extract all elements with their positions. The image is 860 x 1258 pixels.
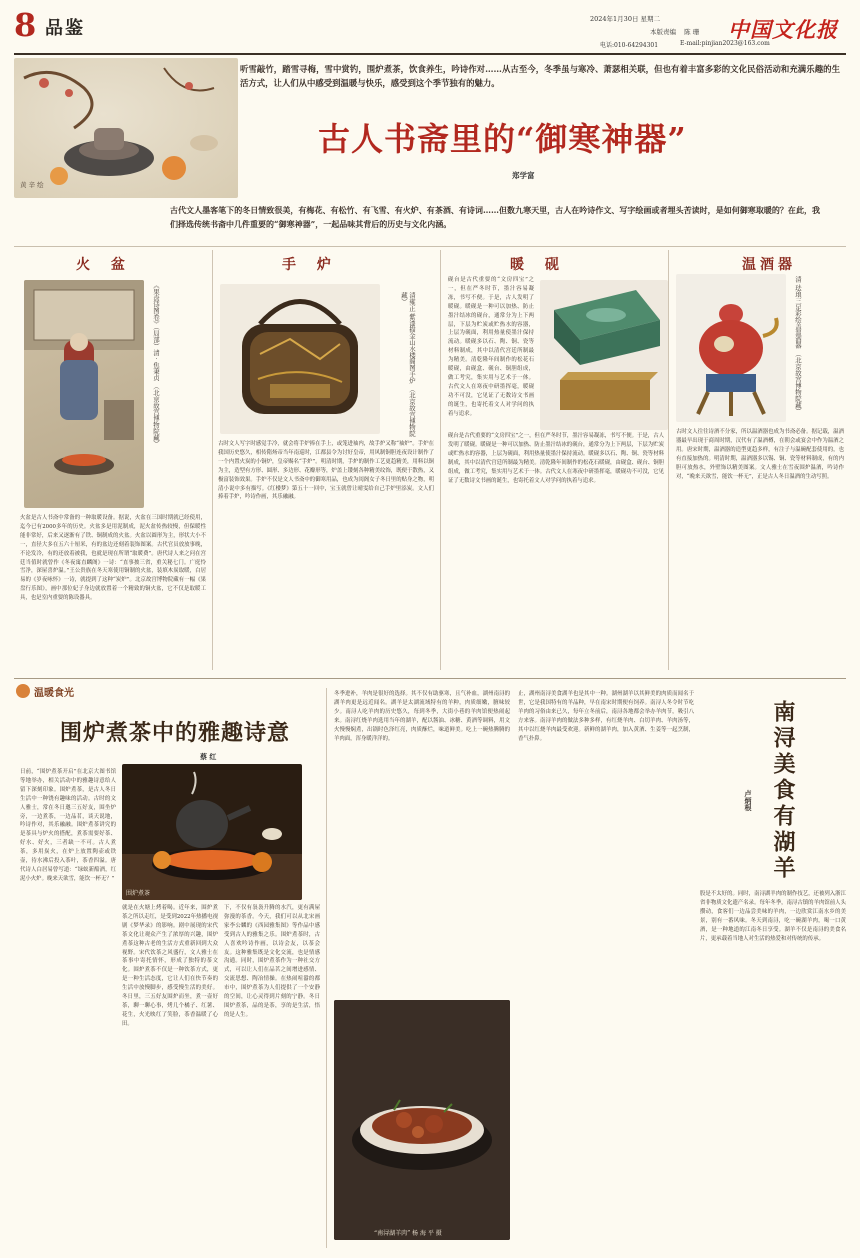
tea-article-col2: 就是在火塘上烤着喝。近年来，围炉煮茶之所以走红，是受到2022年热播电视剧《梦华录》的影响。剧中展现的宋代茶文化让观众产生了浓厚的兴趣，围炉煮茶这种古老的生活方式重新回到大众视野。宋代饮茶之风盛行，文人雅士在茶事中寄托情怀，形成了独特的茶文化。围炉煮茶不仅是一种饮茶方式，更是一种生活态度，它让人们在快节奏的生活中放慢脚步，感受慢生活的美好。冬日里，三五好友围炉而坐，煮一壶好茶，聊一聊心事，烤几个橘子、红薯、花生，火光映红了笑脸，茶香温暖了心田。 — [122, 905, 218, 1027]
col1-body: 火盆是古人书斋中常备的一种取暖设备。据说，火盆在三国时期就已经使用，迄今已有2000多年的历史。火盆多是用泥制成，泥火盆传热较慢，但保暖性能非常好，后来又逐渐有了铁、铜制成的火盆。火盆以圆形为主，形状大小不一，直径大多在五六十厘米，有的盆边还刻着装饰图案。古代官员放放事晚，不论发冷，有的还放着被我，也就是现在所谓“取暖费”。唐代诗人来之问在宫廷当值时就曾作《冬夜寓直麟阁》一诗：“直事披三省，重关秘七门。广庭怜雪净，深屋喜炉温。”王公贵族在冬天寒使用铜制的火盆，装填木炭取暖，白居易的《岁夜咏怀》一诗，就提到了这种“炭炉”。北京故宫博物院藏有一幅《果盘行乐图》，画中那位妃子身边就放置着一个精致的铜火盆，它不仅是取暖工具，也是室内重要的陈设器具。 — [20, 515, 206, 602]
main-title: 古人书斋里的“御寒神器” — [318, 120, 687, 158]
col4-caption: 清 珐琅三足彩绘盖温酒器 （北京故宫博物院藏） — [794, 276, 802, 415]
lamb-photo — [334, 1000, 510, 1240]
editor-label: 本版责编 — [650, 28, 676, 36]
lamb-photo-illustration — [334, 1000, 510, 1240]
lamb-article-title — [768, 700, 799, 882]
col1-caption: 《果盘诗图卷》（局部）清 · 焦秉贞 （北京故宫博物院藏） — [152, 282, 160, 447]
lamb-article-author: 卢炳根 — [744, 790, 753, 811]
painting-illustration — [14, 58, 238, 198]
winter-painting — [14, 58, 238, 198]
fire-basin-painting — [24, 280, 144, 508]
col3-body-cont — [448, 432, 664, 668]
header-rule — [14, 53, 846, 55]
header-phone: 电话:010-64294301 — [600, 42, 659, 49]
hand-warmer-illustration — [220, 284, 380, 434]
tea-article-col1: 日前，“围炉煮茶开启”在北京大图书馆等地举办，相关活动中的雅趣诗意给人留下深刻印象。围炉煮茶，是古人冬日生活中一种饶有趣味的活动。古时的文人雅士，常在冬日邀三五好友，围坐炉旁，一边煮茶，一边品茗，谈天说地，吟诗作对，其乐融融。围炉煮茶讲究的是茶具与炉火的搭配，煮茶需要好茶、好水、好火，三者缺一不可。古人煮茶，多用炭火，在炉上放置陶壶或铁壶，待水沸后投入茶叶，茶香四溢。唐代诗人白居易曾写道：“绿蚁新醅酒，红泥小火炉。晚来天欲雪，能饮一杯无？” — [20, 769, 116, 882]
tea-photo-illustration — [122, 764, 302, 900]
col4-heading: 温酒器 — [742, 257, 796, 273]
wine-warmer-illustration — [676, 274, 786, 422]
section-divider — [14, 678, 846, 679]
editor-name: 陈 珊 — [684, 28, 700, 36]
lamb-article-col1: 冬季进补，羊肉是很好的选择。其不仅有助驱寒，且气补血，湖州南浔的湖羊肉更是远近闻名。湖羊是太湖流域特有的羊种，肉质细嫩，膻味较少。南浔人吃羊肉的历史悠久，每到冬季，大街小巷的羊肉馆便热闹起来。南浔红烧羊肉选用当年的湖羊，配以酱油、冰糖、黄酒等调料，用文火慢慢焖煮，出锅时色泽红亮，肉质酥烂，味道鲜美。吃上一碗热腾腾的羊肉面，浑身暖洋洋的。 — [334, 691, 510, 742]
col3-body: 砚台是古代重要的“文房四宝”之一，但在严冬时节，墨汁容易凝冻，书写不便。于是，古人发明了暖砚。暖砚是一种可以加热、防止墨汁结冰的砚台，通常分为上下两层，下层为贮炭或贮热水的容器，上层为砚面，利用热量使墨汁保持流动。暖砚多以石、陶、铜、瓷等材料制成，其中以清代宫廷所制最为精美。清乾隆年间制作的松花石暖砚，由砚盒、砚台、铜胆组成，做工考究，集实用与艺术于一体。古代文人在寒夜中研墨挥毫，暖砚功不可没，它见证了无数诗文书画的诞生，也寄托着文人对学问的执着与追求。 — [448, 277, 534, 417]
page-number: 8 — [14, 6, 37, 44]
section-name: 品鉴 — [45, 18, 85, 39]
lamb-article-col2: 止，湖州南浔美食湖羊也是其中一种。湖州湖羊以其鲜美的肉质而闻名于世，它是我国特有的羊品种，早在南宋时期便有饲养。南浔人冬令时节吃羊肉的习俗由来已久，每年立冬前后，南浔各地都会举办羊肉节，吸引八方来客。南浔羊肉的做法多种多样，有红烧羊肉、白切羊肉、羊肉汤等，其中以红烧羊肉最受欢迎。新鲜的湖羊肉，加入黄酒、生姜等一起烹制，香气扑鼻。 — [518, 691, 694, 742]
painting-caption: 黄 辛 绘 — [20, 181, 44, 189]
wine-warmer-photo — [676, 274, 786, 422]
bowl-icon — [16, 684, 30, 698]
tea-article-title: 围炉煮茶中的雅趣诗意 — [60, 720, 291, 746]
food-banner-label: 温暖食光 — [34, 688, 74, 699]
tea-photo-caption: 围炉煮茶 — [126, 890, 151, 897]
col-divider — [212, 250, 213, 670]
tea-photo — [122, 764, 302, 900]
col-divider — [440, 250, 441, 670]
col2-caption: 清雍正 紫漆描金山水楼阁图手炉 （北京故宫博物院藏） — [400, 292, 416, 437]
col2-heading: 手 炉 — [282, 257, 339, 273]
header-email[interactable]: E-mail:pinjian2023@163.com — [680, 40, 770, 47]
tea-article-col3: 下，不仅有袅袅升腾的水汽，更有满屋弥漫的茶香。今天，我们可以从北宋画家李公麟的《西园雅集图》等作品中感受到古人的雅集之乐。围炉煮茶时，古人喜欢吟诗作画，以诗会友，以茶会友。这种雅集既是文化交流，也是情感沟通。同时，围炉煮茶作为一种社交方式，可以让人们在品茗之间增进感情、交流思想、陶冶情操。在热闹喧嚣的都市中，围炉煮茶为人们提供了一个安静的空间，让心灵得到片刻的宁静。冬日围炉煮茶，品的是茶，享的是生活，悟的是人生。 — [224, 905, 320, 1018]
lamb-photo-caption: “南浔湖羊肉” 杨 海 平 摄 — [374, 1230, 442, 1237]
col3-body-repeat: 砚台是古代重要的“文房四宝”之一，但在严冬时节，墨汁容易凝冻，书写不便。于是，古人发明了暖砚。暖砚是一种可以加热、防止墨汁结冰的砚台，通常分为上下两层，下层为贮炭或贮热水的容器，上层为砚面，利用热量使墨汁保持流动。暖砚多以石、陶、铜、瓷等材料制成，其中以清代宫廷所制最为精美。清乾隆年间制作的松花石暖砚，由砚盒、砚台、铜胆组成，做工考究，集实用与艺术于一体。古代文人在寒夜中研墨挥毫，暖砚功不可没，它见证了无数诗文书画的诞生，也寄托着文人对学问的执着与追求。 — [448, 433, 664, 484]
lamb-title-text: 南浔美食有湖羊 — [770, 700, 796, 882]
lamb-article-col3: 股是不太好的。同时，南浔湖羊肉的制作技艺，还被列入浙江省非物质文化遗产名录。每年冬季，南浔古镇的羊肉馆前人头攒动，食客们一边品尝美味的羊肉，一边欣赏江南水乡的美景，别有一番风味。冬天到南浔，吃一碗湖羊肉，喝一口黄酒，是一种地道的江南冬日享受。湖羊不仅是南浔的美食名片，更承载着当地人对生活的热爱和对传统的传承。 — [700, 891, 846, 942]
main-author: 郑学富 — [512, 171, 535, 180]
masthead-logo: 中国文化报 — [728, 17, 838, 42]
main-intro: 古代文人墨客笔下的冬日情致很美，有梅花、有松竹、有飞雪、有火炉、有茶酒、有诗词……但数九寒天里，古人在吟诗作文、写字绘画或者埋头苦读时，是如何御寒取暖的？在此，我们择选传统书斋中几件重要的“御寒神器”，一起品味其背后的历史与文化内涵。 — [170, 205, 820, 229]
inkstone-illustration — [540, 280, 668, 430]
col4-body: 古时文人往往诗酒不分家，所以温酒器也成为书斋必备。据记载，温酒器最早出现于商周时期，汉代有了温酒樽，在朝会或宴会中作为温酒之用。唐宋时期，温酒器的造型更趋多样，有注子与温碗配套使用的，也有直接加热的。明清时期，温酒器多以锡、铜、瓷等材料制成，有的内胆可放热水，外壁饰以精美图案。文人雅士在雪夜围炉温酒，吟诗作对，“晚来天欲雪，能饮一杯无”，正是古人冬日温酒的生动写照。 — [676, 429, 844, 480]
page-header — [0, 0, 860, 56]
main-columns-rule — [14, 246, 846, 247]
header-date: 2024年1月30日 星期二 — [590, 15, 661, 23]
col-divider — [668, 250, 669, 670]
col1-heading: 火 盆 — [76, 257, 133, 273]
col2-body: 古时文人写字时感觉手冷，就会将手炉捧在手上，或笼进袖内，故手炉又称“袖炉”。手炉在我国历史悠久，相传隋炀帝当年南巡时，江都县令为讨好皇帝，用风制铜胆连夜设计制作了一个内置火炭的小铜炉，皇帝赐名“手炉”。明清时期，手炉的制作工艺更趋精美，用料以铜为主，造型有方形、圆形、多边形、花瓣形等，炉盖上镂刻各种精美纹饰，既便于散热，又极富装饰效果。手炉不仅是文人书斋中的御寒用品，也成为闺阁女子冬日里的贴身之物，明清小说中多有描写。《红楼梦》第五十一回中，宝玉就曾让晴雯给自己手炉里添炭。文人们捧着手炉，吟诗作画，其乐融融。 — [218, 441, 434, 501]
fire-basin-illustration — [24, 280, 144, 508]
col3-heading: 暖 砚 — [510, 257, 567, 273]
lead-text: 听雪敲竹，踏雪寻梅，雪中赏钓，围炉煮茶，饮食养生，吟诗作对……从古至今，冬季虽与寒冷、萧瑟相关联，但也有着丰富多彩的文化民俗活动和充满乐趣的生活方式，让人们从中感受到温暖与快乐，感受到这个季节独有的魅力。 — [240, 64, 840, 88]
tea-article-author: 蔡 红 — [200, 752, 217, 761]
hand-warmer-photo — [220, 284, 380, 434]
warm-inkstone-photo — [540, 280, 668, 430]
food-banner — [14, 680, 104, 706]
tea-col-divider — [326, 688, 327, 1248]
